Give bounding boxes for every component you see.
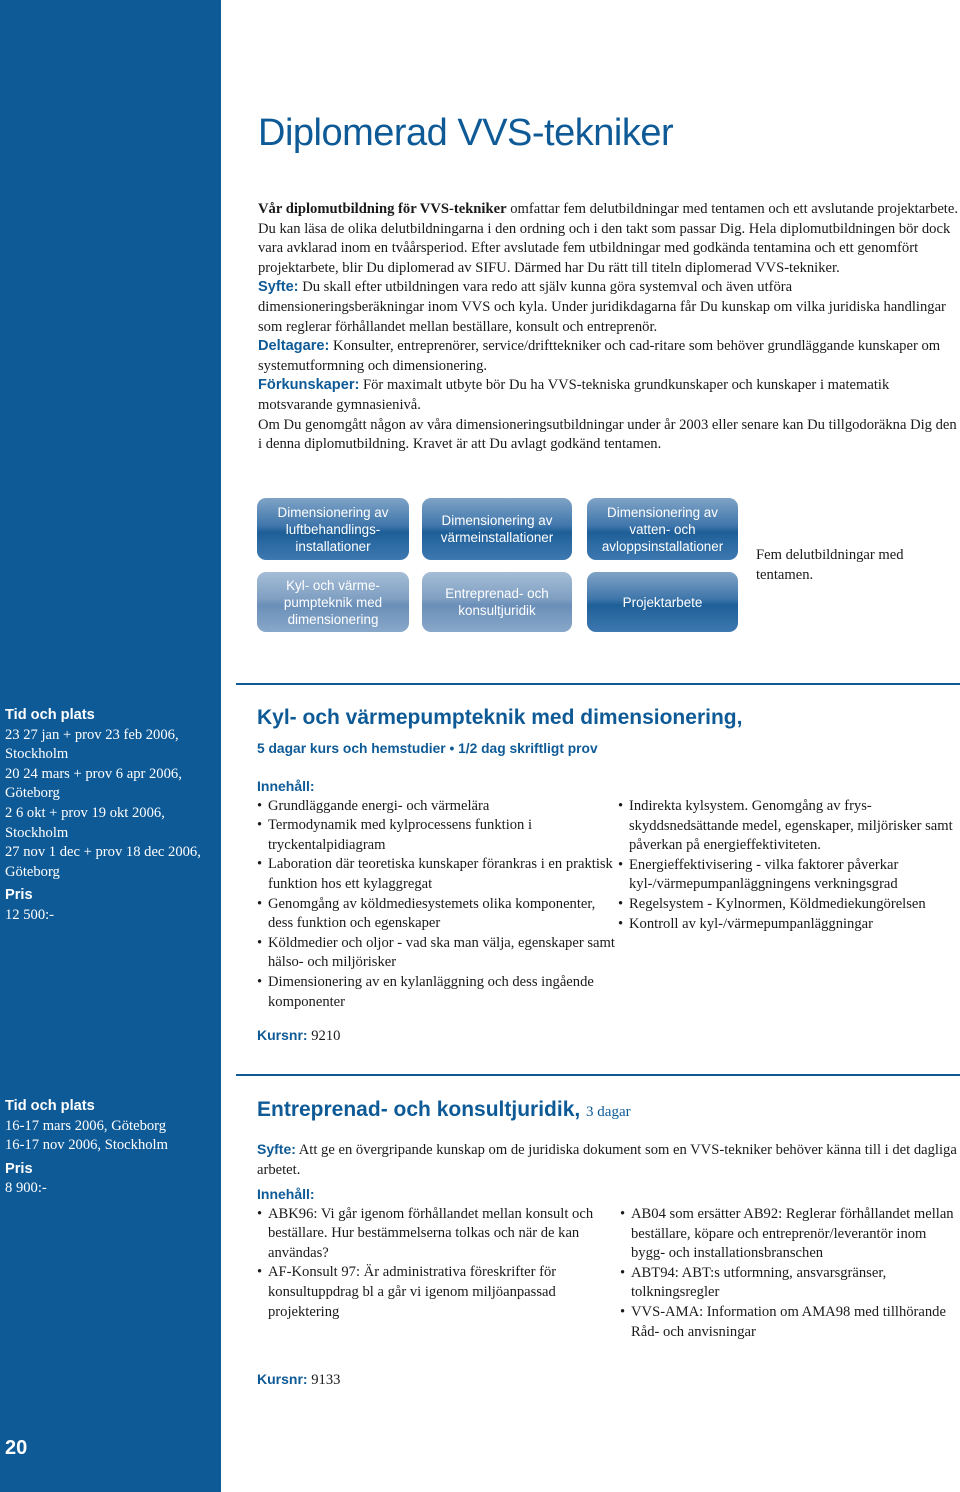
list-item: • AB04 som ersätter AB92: Reglerar förhållandet mellan beställare, köpare och entreprenör/leverantör inom bygg- och installationsbranschen (620, 1205, 958, 1264)
syfte-label: Syfte: (257, 1141, 296, 1157)
price-value: 8 900:- (5, 1180, 47, 1197)
course2-title-text: Entreprenad- och konsultjuridik, (257, 1098, 581, 1121)
list-item: • Genomgång av köldmediesystemets olika komponenter, dess funktion och egenskaper (257, 895, 617, 934)
module-box-heating (422, 498, 572, 560)
deltagare-label: Deltagare: (258, 338, 330, 355)
module-label: Kyl- och värme-pumpteknik med dimensionering (283, 577, 383, 627)
kursnr-value: 9210 (311, 1028, 341, 1045)
list-item: • VVS-AMA: Information om AMA98 med tillhörande Råd- och anvisningar (620, 1303, 958, 1342)
module-label: Dimensionering av luftbehandlings-installationer (277, 504, 389, 554)
syfte-text: Att ge en övergripande kunskap om de juridiska dokument som en VVS-tekniker behöver känna till i det dagliga arbetet. (257, 1142, 957, 1178)
module-box-ventilation (257, 498, 409, 560)
intro-paragraph (258, 200, 958, 278)
module-label: Projektarbete (622, 594, 703, 610)
course1-title-text: Kyl- och värmepumpteknik med dimensionering, (257, 706, 743, 729)
deltagare-paragraph (258, 337, 958, 376)
price-label: Pris (5, 887, 33, 904)
course2-content-right (620, 1205, 958, 1342)
course1-kursnr (257, 1026, 617, 1047)
syfte-text: Du skall efter utbildningen vara redo att själv kunna göra systemval och även utföra dimensioneringsberäkningar inom VVS och kyla. Under juridikdagarna får Du kunskap om vilka juridiska handlingar som reglerar förhållandet mellan beställare, konsult och entreprenör. (258, 279, 946, 335)
module-box-plumbing (587, 498, 738, 560)
date-item: 16-17 nov 2006, Stockholm (5, 1137, 168, 1154)
date-item: 27 nov 1 dec + prov 18 dec 2006, Göteborg (5, 844, 201, 880)
list-item: • ABK96: Vi går igenom förhållandet mellan konsult och beställare. Hur bestämmelserna tolkas och när de kan användas? (257, 1205, 607, 1264)
page-title: Diplomerad VVS-tekniker (258, 112, 674, 154)
price-value: 12 500:- (5, 906, 55, 923)
forkunskaper-text: För maximalt utbyte bör Du ha VVS-tekniska grundkunskaper och kunskaper i matematik motsvarande gymnasienivå. (258, 377, 890, 413)
list-item: • Laboration där teoretiska kunskaper förankras i en praktisk funktion hos ett kylaggregat (257, 855, 617, 894)
module-box-heatpump (257, 572, 409, 632)
time-label: Tid och plats (5, 1098, 95, 1114)
module-box-project (587, 572, 738, 632)
forkunskaper-paragraph (258, 376, 958, 415)
intro-text (258, 200, 958, 455)
module-label: Dimensionering av värmeinstallationer (440, 513, 554, 545)
date-item: 20 24 mars + prov 6 apr 2006, Göteborg (5, 765, 182, 802)
course1-subtitle: 5 dagar kurs och hemstudier • 1/2 dag skriftligt prov (257, 741, 598, 756)
intro-lead: Vår diplomutbildning för VVS-tekniker (258, 201, 507, 217)
divider (236, 683, 960, 685)
module-label: Dimensionering av vatten- och avloppsinstallationer (601, 504, 724, 554)
course2-side-info (5, 1097, 217, 1199)
list-item: • Regelsystem - Kylnormen, Köldmediekungörelsen (618, 895, 958, 915)
page-number: 20 (5, 1437, 28, 1459)
intro-lead-rest: omfattar fem delutbildningar med tentamen och ett avslutande projektarbete. Du kan läsa de olika delutbildningarna i den ordning och i den takt som passar Dig. Hela diplomutbildningen bör dock vara avklarad inom en tvåårsperiod. Efter avslutade fem utbildningar med godkända tentamina och ett genomfört projektarbete, blir Du diplomerad av SIFU. Därmed har Du rätt till titeln diplomerad VVS-tekniker. (258, 201, 958, 276)
course2-kursnr (257, 1370, 340, 1391)
course2-syfte (257, 1140, 958, 1180)
syfte-label: Syfte: (258, 279, 299, 296)
kursnr-value: 9133 (311, 1372, 341, 1388)
course2-title-suffix: 3 dagar (586, 1104, 631, 1120)
content-label: Innehåll: (257, 778, 315, 794)
course2-content-left (257, 1185, 607, 1322)
list-item: • Dimensionering av en kylanläggning och dess ingående komponenter (257, 973, 617, 1012)
date-item: 23 27 jan + prov 23 feb 2006, Stockholm (5, 726, 179, 763)
kursnr-label: Kursnr: (257, 1371, 308, 1387)
date-item: 16-17 mars 2006, Göteborg (5, 1117, 167, 1134)
divider (236, 1074, 960, 1076)
content-label: Innehåll: (257, 1186, 315, 1202)
list-item: • AF-Konsult 97: Är administrativa föreskrifter för konsultuppdrag bl a går vi igenom miljöanpassad projektering (257, 1263, 607, 1322)
list-item: • Energieffektivisering - vilka faktorer påverkar kyl-/värmepumpanläggningens verkningsgrad (618, 856, 958, 895)
course1-title (257, 706, 742, 730)
kursnr-label: Kursnr: (257, 1027, 308, 1044)
list-item: • Grundläggande energi- och värmelära (257, 797, 617, 817)
list-item: • ABT94: ABT:s utformning, ansvarsgränser, tolkningsregler (620, 1264, 958, 1303)
date-item: 2 6 okt + prov 19 okt 2006, Stockholm (5, 804, 165, 841)
syfte-paragraph (258, 278, 958, 337)
time-label: Tid och plats (5, 707, 95, 723)
price-label: Pris (5, 1160, 33, 1177)
course1-side-info (5, 706, 217, 926)
course1-content-left (257, 777, 617, 1047)
list-item: • Kontroll av kyl-/värmepumpanläggningar (618, 915, 958, 935)
module-label: Entreprenad- och konsultjuridik (445, 586, 549, 618)
list-item: • Termodynamik med kylprocessens funktion i tryckentalpidiagram (257, 816, 617, 855)
course1-content-right (618, 797, 958, 934)
forkunskaper-label: Förkunskaper: (258, 377, 360, 394)
diagram-caption: Fem delutbildningar med tentamen. (756, 547, 904, 583)
course2-title (257, 1098, 631, 1122)
closing-paragraph: Om Du genomgått någon av våra dimensioneringsutbildningar under år 2003 eller senare kan Du tillgodoräkna Dig den i denna diplomutbildning. Kravet är att Du avlagt godkänd tentamen. (258, 416, 957, 453)
module-box-law (422, 572, 572, 632)
list-item: • Indirekta kylsystem. Genomgång av frys-skyddsnedsättande medel, egenskaper, miljörisker samt påverkan på energieffektiviteten. (618, 797, 958, 856)
list-item: • Köldmedier och oljor - vad ska man välja, egenskaper samt hälso- och miljörisker (257, 934, 617, 973)
deltagare-text: Konsulter, entreprenörer, service/drifttekniker och cad-ritare som behöver grundläggande kunskaper om systemutformning och dimensionering. (258, 338, 941, 374)
